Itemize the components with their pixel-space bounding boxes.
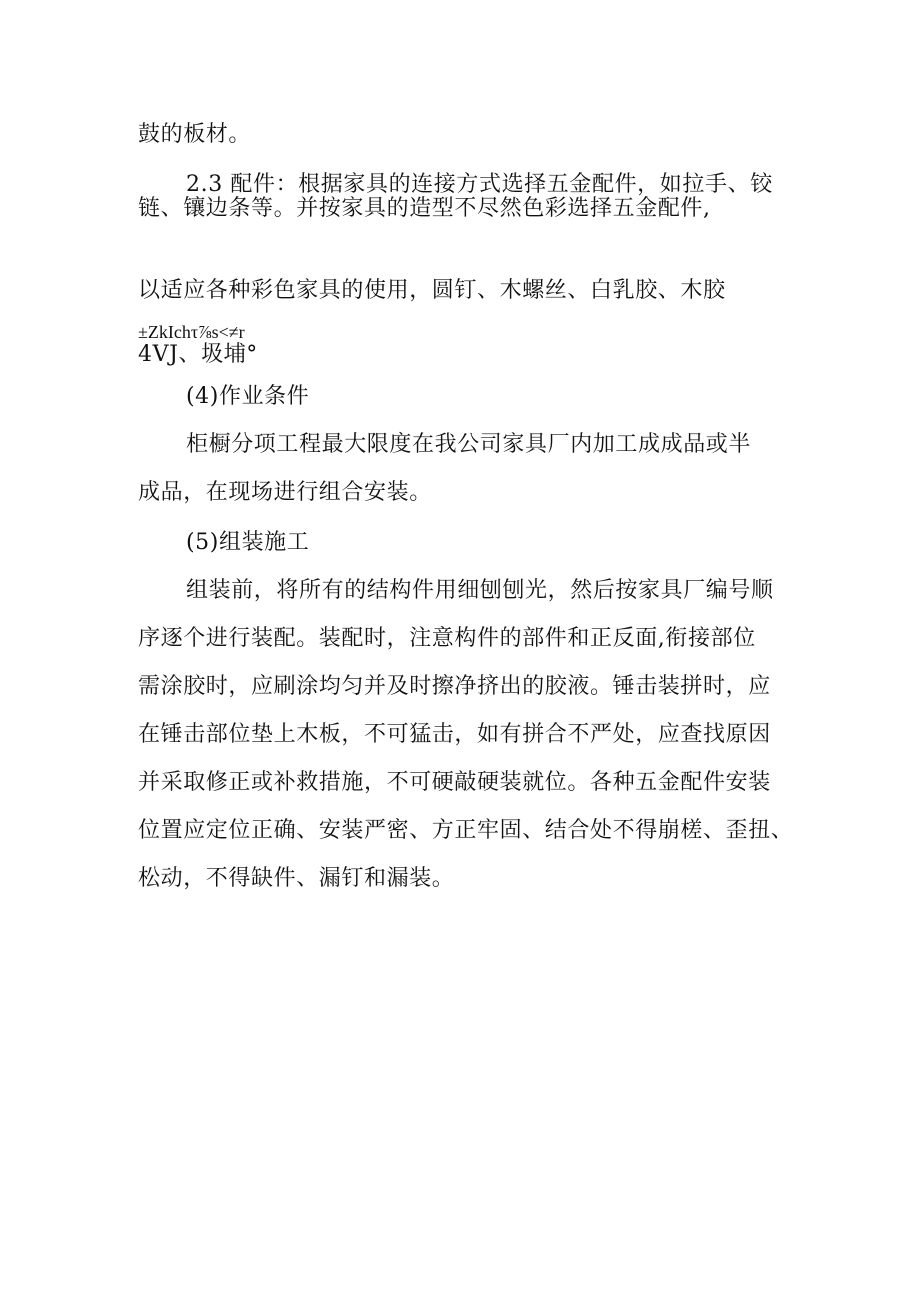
text-line: 以适应各种彩色家具的使用，圆钉、木螺丝、白乳胶、木胶 xyxy=(138,278,726,303)
text-line: 需涂胶时，应刷涂均匀并及时擦净挤出的胶液。锤击装拼时，应 xyxy=(138,674,771,699)
text-line: 鼓的板材。 xyxy=(138,122,252,147)
text-line: 序逐个进行装配。装配时，注意构件的部件和正反面,衔接部位 xyxy=(138,626,756,651)
text-line: 位置应定位正确、安装严密、方正牢固、结合处不得崩槎、歪扭、 xyxy=(138,818,794,843)
text-line: 2.3 配件：根据家具的连接方式选择五金配件，如拉手、铰 xyxy=(186,172,773,197)
text-line: 链、镶边条等。并按家具的造型不尽然色彩选择五金配件, xyxy=(138,196,711,221)
text-line: 4VJ、圾埔° xyxy=(138,342,258,367)
text-line: 松动，不得缺件、漏钉和漏装。 xyxy=(138,866,455,891)
text-line: 组装前，将所有的结构件用细刨刨光，然后按家具厂编号顺 xyxy=(186,578,774,603)
section-heading: (5)组装施工 xyxy=(186,530,310,555)
section-heading: (4)作业条件 xyxy=(186,384,310,409)
text-line: 并采取修正或补救措施，不可硬敲硬装就位。各种五金配件安装 xyxy=(138,770,771,795)
garbled-text-line: ±ZkIchτ⅞s<≠r xyxy=(138,322,245,342)
text-line: 柜橱分项工程最大限度在我公司家具厂内加工成成品或半 xyxy=(186,432,752,457)
text-line: 在锤击部位垫上木板，不可猛击，如有拼合不严处，应查找原因 xyxy=(138,722,771,747)
text-line: 成品，在现场进行组合安装。 xyxy=(138,480,432,505)
